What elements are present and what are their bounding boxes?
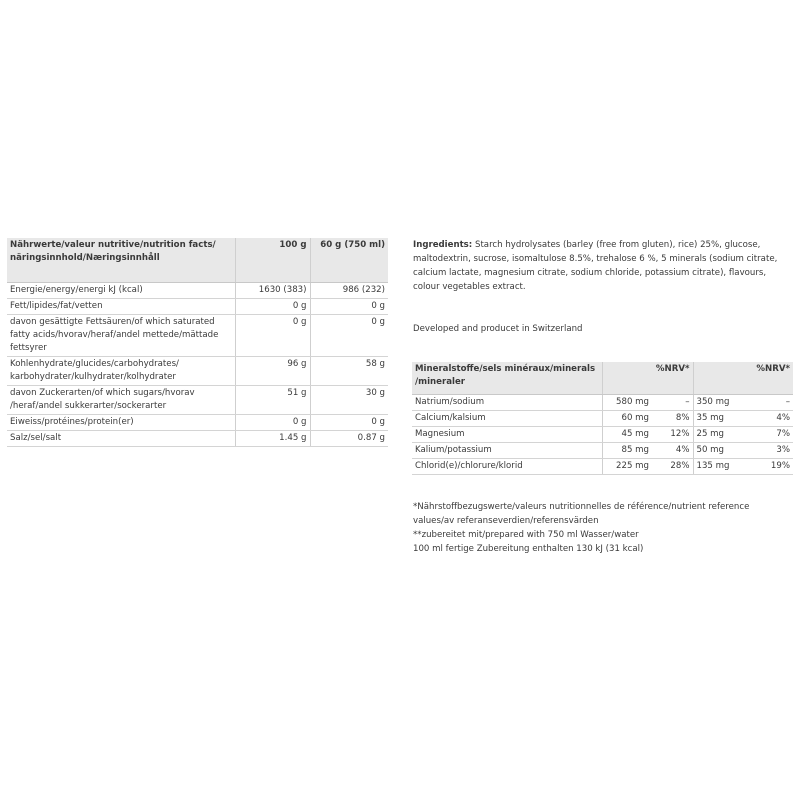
nutrient-value-60g: 58 g	[310, 357, 388, 386]
nutrient-value-100g: 51 g	[235, 386, 310, 415]
nutrient-value-60g: 30 g	[310, 386, 388, 415]
nutrient-value-100g: 96 g	[235, 357, 310, 386]
ingredients-label: Ingredients:	[413, 240, 473, 250]
nutrition-header-100g: 100 g	[235, 238, 310, 283]
nutrient-value-60g: 0.87 g	[310, 431, 388, 447]
footnote-energy: 100 ml fertige Zubereitung enthalten 130 kJ (31 kcal)	[413, 544, 644, 554]
table-row	[7, 299, 388, 315]
table-row	[412, 459, 793, 475]
mineral-value-100g: 85 mg	[602, 443, 652, 459]
mineral-nrv-serving: 3%	[743, 443, 793, 459]
ingredients-text: Starch hydrolysates (barley (free from gluten), rice) 25%, glucose, maltodextrin, sucrose, isomaltulose 8.5%, trehalose 6 %, 5 minerals (sodium citrate, calcium lactate, magnesium citrate, sodium chloride, potassium citrate), flavours, colour vegetables extract.	[413, 240, 778, 292]
minerals-header-nrv-100g: %NRV*	[652, 362, 693, 395]
mineral-value-serving: 350 mg	[693, 395, 743, 411]
footnotes	[413, 500, 793, 556]
mineral-nrv-serving: –	[743, 395, 793, 411]
footnote-nrv: *Nährstoffbezugswerte/valeurs nutritionnelles de référence/nutrient reference values/av referanseverdien/referensvärden	[413, 502, 750, 526]
mineral-value-100g: 580 mg	[602, 395, 652, 411]
mineral-label: Kalium/potassium	[412, 443, 602, 459]
mineral-nrv-serving: 4%	[743, 411, 793, 427]
mineral-nrv-100g: –	[652, 395, 693, 411]
nutrient-label: davon gesättigte Fettsäuren/of which saturated fatty acids/hvorav/heraf/andel mettede/mättade fettsyrer	[7, 315, 235, 357]
nutrient-label: Salz/sel/salt	[7, 431, 235, 447]
table-row	[7, 315, 388, 357]
mineral-nrv-serving: 7%	[743, 427, 793, 443]
developed-text: Developed and producet in Switzerland	[413, 324, 583, 334]
nutrient-value-60g: 0 g	[310, 299, 388, 315]
minerals-table	[412, 362, 793, 475]
mineral-value-100g: 45 mg	[602, 427, 652, 443]
mineral-nrv-100g: 12%	[652, 427, 693, 443]
table-row	[7, 431, 388, 447]
nutrition-header-label: Nährwerte/valeur nutritive/nutrition facts/ näringsinnhold/Næringsinnhåll	[7, 238, 235, 283]
nutrition-header-60g: 60 g (750 ml)	[310, 238, 388, 283]
nutrient-label: Kohlenhydrate/glucides/carbohydrates/ karbohydrater/kulhydrater/kolhydrater	[7, 357, 235, 386]
nutrition-table	[7, 238, 388, 447]
nutrient-label: davon Zuckerarten/of which sugars/hvorav /heraf/andel sukkerarter/sockerarter	[7, 386, 235, 415]
nutrient-value-60g: 0 g	[310, 315, 388, 357]
mineral-value-serving: 25 mg	[693, 427, 743, 443]
nutrient-value-100g: 1.45 g	[235, 431, 310, 447]
minerals-header-blank	[693, 362, 743, 395]
nutrient-label: Eiweiss/protéines/protein(er)	[7, 415, 235, 431]
nutrient-value-100g: 0 g	[235, 299, 310, 315]
table-row	[412, 443, 793, 459]
mineral-label: Natrium/sodium	[412, 395, 602, 411]
table-row	[7, 283, 388, 299]
minerals-header-nrv-serving: %NRV*	[743, 362, 793, 395]
mineral-nrv-100g: 28%	[652, 459, 693, 475]
nutrient-value-60g: 986 (232)	[310, 283, 388, 299]
table-row	[412, 427, 793, 443]
mineral-nrv-100g: 8%	[652, 411, 693, 427]
nutrient-value-100g: 0 g	[235, 415, 310, 431]
nutrition-header-row	[7, 238, 388, 283]
mineral-value-100g: 60 mg	[602, 411, 652, 427]
nutrient-value-100g: 1630 (383)	[235, 283, 310, 299]
minerals-header-row	[412, 362, 793, 395]
table-row	[412, 411, 793, 427]
nutrient-value-60g: 0 g	[310, 415, 388, 431]
mineral-nrv-serving: 19%	[743, 459, 793, 475]
table-row	[7, 415, 388, 431]
mineral-label: Chlorid(e)/chlorure/klorid	[412, 459, 602, 475]
mineral-value-serving: 135 mg	[693, 459, 743, 475]
footnote-prepared: **zubereitet mit/prepared with 750 ml Wasser/water	[413, 530, 639, 540]
nutrient-label: Energie/energy/energi kJ (kcal)	[7, 283, 235, 299]
nutrient-value-100g: 0 g	[235, 315, 310, 357]
mineral-label: Magnesium	[412, 427, 602, 443]
table-row	[7, 386, 388, 415]
minerals-header-blank	[602, 362, 652, 395]
mineral-nrv-100g: 4%	[652, 443, 693, 459]
ingredients-block	[413, 238, 793, 294]
table-row	[7, 357, 388, 386]
nutrient-label: Fett/lipides/fat/vetten	[7, 299, 235, 315]
mineral-value-serving: 50 mg	[693, 443, 743, 459]
minerals-header-label: Mineralstoffe/sels minéraux/minerals /mineraler	[412, 362, 602, 395]
mineral-value-serving: 35 mg	[693, 411, 743, 427]
mineral-label: Calcium/kalsium	[412, 411, 602, 427]
table-row	[412, 395, 793, 411]
mineral-value-100g: 225 mg	[602, 459, 652, 475]
